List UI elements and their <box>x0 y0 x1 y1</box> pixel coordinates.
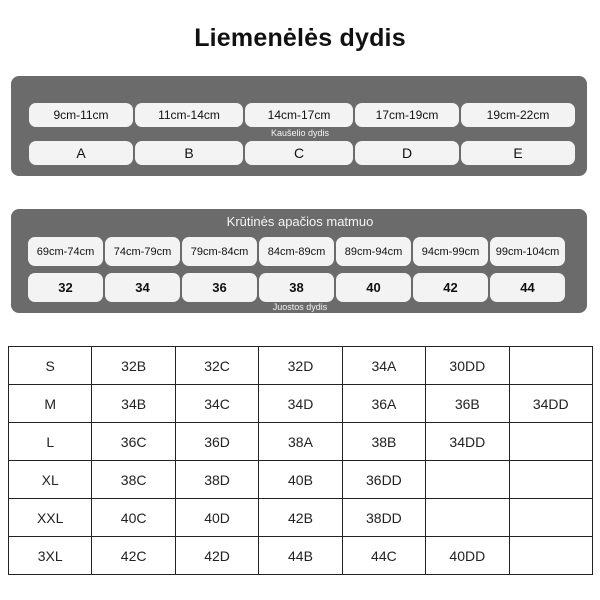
size-label-cell: S <box>9 347 92 385</box>
table-cell: 42D <box>175 537 258 575</box>
table-cell: 40C <box>92 499 175 537</box>
table-row <box>9 423 593 461</box>
table-cell: 38DD <box>342 499 425 537</box>
table-cell: 36D <box>175 423 258 461</box>
cup-measurement-row <box>29 103 575 127</box>
table-cell: 42C <box>92 537 175 575</box>
size-label-cell: 3XL <box>9 537 92 575</box>
size-label-cell: XXL <box>9 499 92 537</box>
cup-letter-cell: D <box>355 141 459 165</box>
table-cell: 32C <box>175 347 258 385</box>
table-cell: 34DD <box>509 385 592 423</box>
table-cell <box>426 499 509 537</box>
table-row <box>9 347 593 385</box>
table-cell: 42B <box>259 499 342 537</box>
band-measurement-cell: 94cm-99cm <box>413 237 488 266</box>
table-cell: 38A <box>259 423 342 461</box>
table-cell: 38B <box>342 423 425 461</box>
table-cell: 34C <box>175 385 258 423</box>
cup-letter-cell: C <box>245 141 353 165</box>
cup-measurement-cell: 14cm-17cm <box>245 103 353 127</box>
table-cell: 34DD <box>426 423 509 461</box>
band-number-cell: 42 <box>413 273 488 302</box>
band-number-cell: 40 <box>336 273 411 302</box>
band-size-caption: Juostos dydis <box>272 302 328 312</box>
cup-letter-cell: B <box>135 141 243 165</box>
band-number-row <box>28 273 565 302</box>
cup-letter-row <box>29 141 575 165</box>
band-measurement-cell: 84cm-89cm <box>259 237 334 266</box>
band-number-cell: 44 <box>490 273 565 302</box>
table-row <box>9 537 593 575</box>
table-cell: 44C <box>342 537 425 575</box>
table-cell: 44B <box>259 537 342 575</box>
band-measurement-row <box>28 237 565 266</box>
band-number-cell: 36 <box>182 273 257 302</box>
table-cell: 36B <box>426 385 509 423</box>
band-measurement-cell: 69cm-74cm <box>28 237 103 266</box>
cup-measurement-cell: 9cm-11cm <box>29 103 133 127</box>
size-label-cell: M <box>9 385 92 423</box>
size-label-cell: L <box>9 423 92 461</box>
table-cell <box>426 461 509 499</box>
band-measurement-cell: 74cm-79cm <box>105 237 180 266</box>
band-number-cell: 32 <box>28 273 103 302</box>
table-cell: 32B <box>92 347 175 385</box>
table-cell: 36A <box>342 385 425 423</box>
page-title: Liemenėlės dydis <box>194 24 406 52</box>
band-measurement-cell: 99cm-104cm <box>490 237 565 266</box>
band-number-cell: 34 <box>105 273 180 302</box>
size-conversion-table <box>8 346 593 575</box>
table-cell: 34D <box>259 385 342 423</box>
table-cell: 38D <box>175 461 258 499</box>
band-measurement-cell: 89cm-94cm <box>336 237 411 266</box>
cup-letter-cell: A <box>29 141 133 165</box>
cup-measurement-cell: 19cm-22cm <box>461 103 575 127</box>
table-row <box>9 499 593 537</box>
band-number-cell: 38 <box>259 273 334 302</box>
table-cell: 38C <box>92 461 175 499</box>
cup-measurement-cell: 17cm-19cm <box>355 103 459 127</box>
table-cell: 34B <box>92 385 175 423</box>
table-cell: 32D <box>259 347 342 385</box>
table-cell <box>509 461 592 499</box>
table-cell: 40D <box>175 499 258 537</box>
band-measurement-caption: Krūtinės apačios matmuo <box>226 214 374 229</box>
table-cell <box>509 499 592 537</box>
table-cell: 34A <box>342 347 425 385</box>
table-cell: 40DD <box>426 537 509 575</box>
band-measurement-cell: 79cm-84cm <box>182 237 257 266</box>
table-cell: 40B <box>259 461 342 499</box>
table-cell: 36C <box>92 423 175 461</box>
table-cell <box>509 423 592 461</box>
table-cell <box>509 537 592 575</box>
cup-size-caption: Kaušelio dydis <box>270 128 330 138</box>
table-row <box>9 461 593 499</box>
table-cell: 30DD <box>426 347 509 385</box>
table-cell <box>509 347 592 385</box>
cup-letter-cell: E <box>461 141 575 165</box>
table-cell: 36DD <box>342 461 425 499</box>
size-label-cell: XL <box>9 461 92 499</box>
table-row <box>9 385 593 423</box>
cup-measurement-cell: 11cm-14cm <box>135 103 243 127</box>
